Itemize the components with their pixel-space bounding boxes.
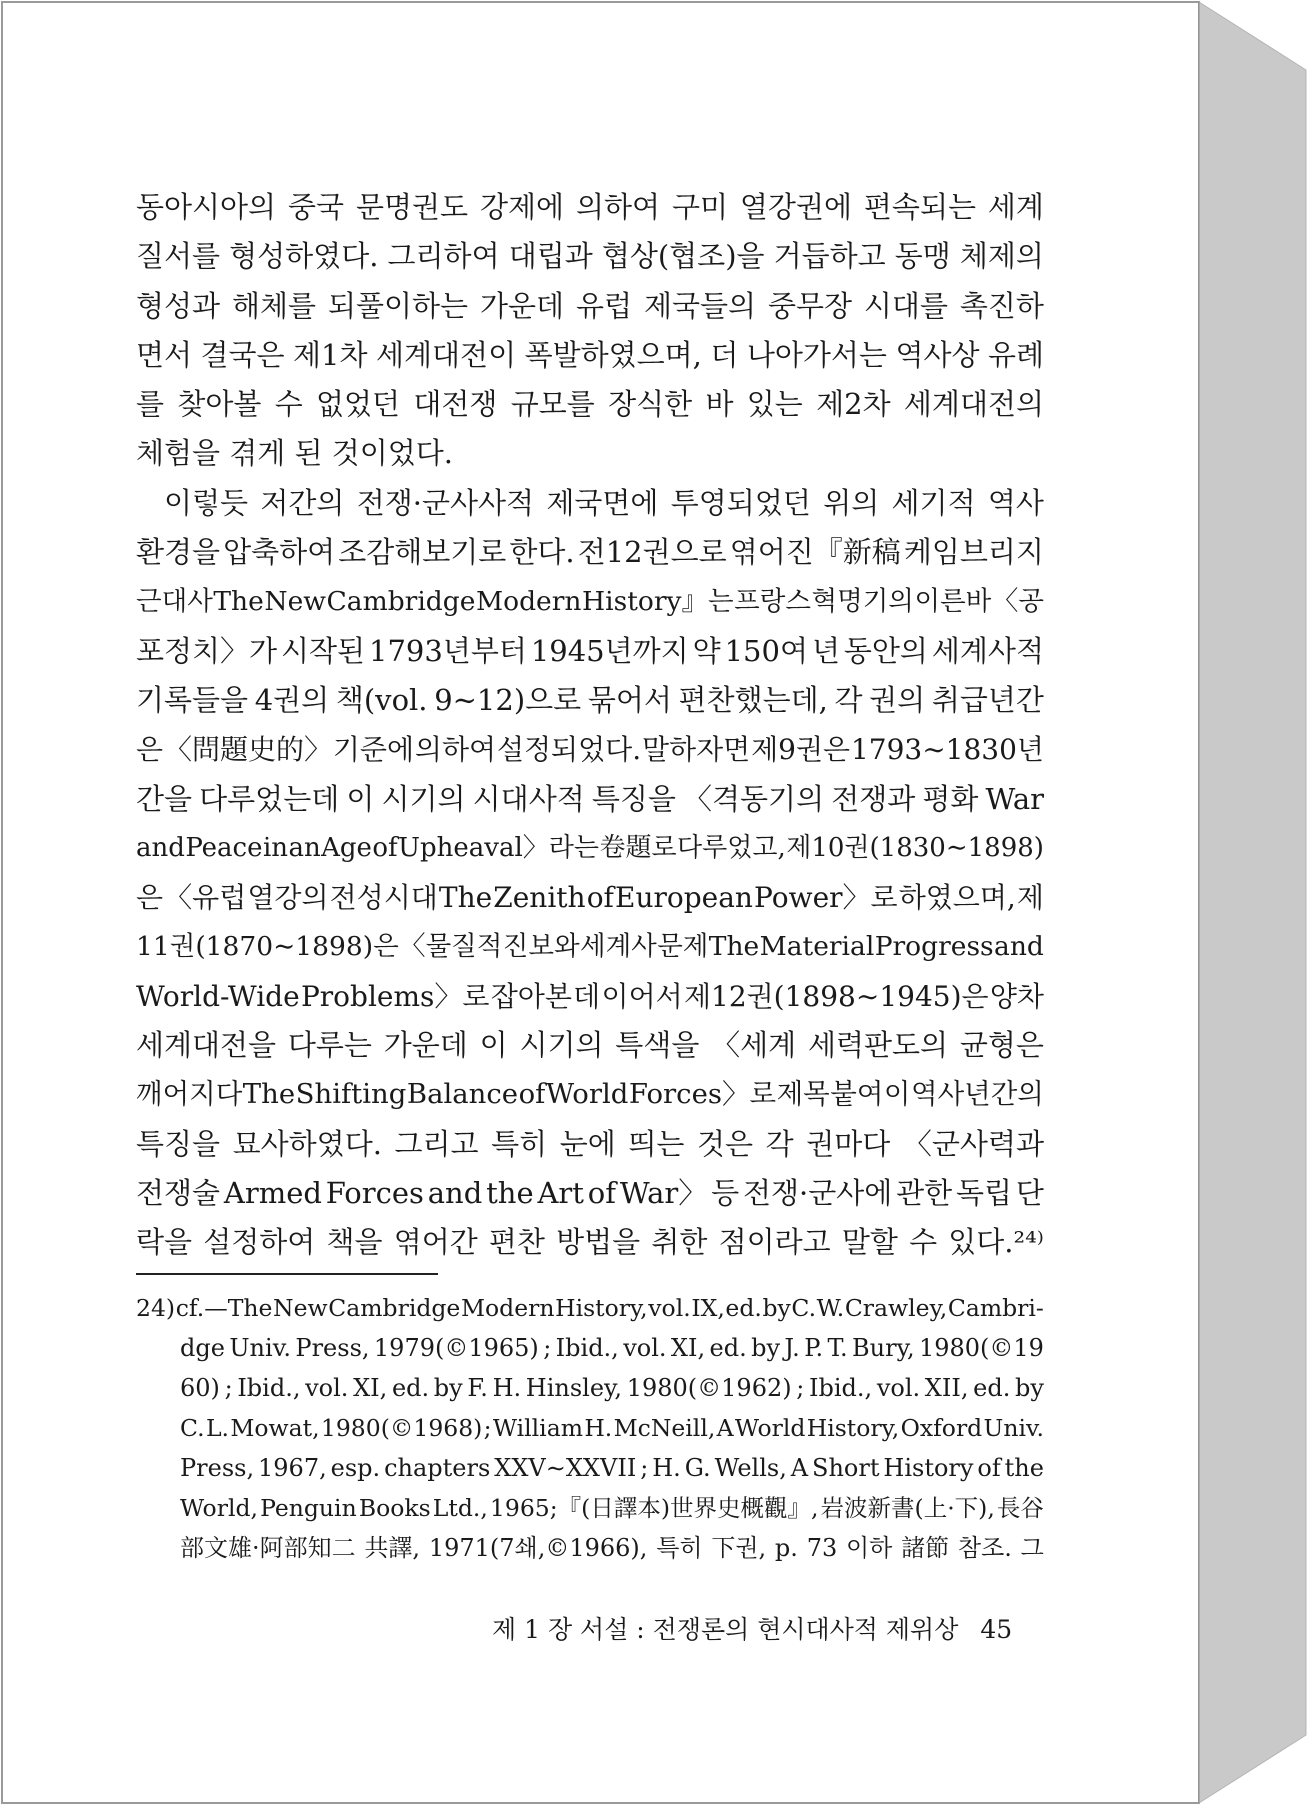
- text-line: 체험을 겪게 된 것이었다.: [136, 436, 454, 471]
- text-line: 기록들을 4권의 책(vol. 9∼12)으로 묶어서 편찬했는데, 각 권의 취급년간: [136, 682, 1044, 717]
- text-line: 근대사 The New Cambridge Modern History』는 프랑스 혁명기의 이른바 〈공: [136, 586, 1044, 618]
- text-line: 은 〈유럽 열강의 전성시대 The Zenith of European Power〉로 하였으며, 제: [136, 881, 1044, 915]
- running-footer: [470, 1610, 1013, 1646]
- text-line: 특징을 묘사하였다. 그리고 특히 눈에 띄는 것은 각 권마다 〈군사력과: [136, 1126, 1044, 1161]
- text-line: 간을 다루었는데 이 시기의 시대사적 특징을 〈격동기의 전쟁과 평화 War: [136, 781, 1044, 816]
- text-line: 전쟁술 Armed Forces and the Art of War〉 등 전쟁·군사에 관한 독립 단: [136, 1175, 1044, 1210]
- main-text: [136, 183, 1044, 1268]
- footnote-line: Press, 1967, esp. chapters XXV∼XXVII ; H. G. Wells, A Short History of the: [180, 1454, 1044, 1482]
- footnote-line: 部文雄·阿部知二 共譯, 1971(7쇄,©1966), 특히 下권, p. 73 이하 諸節 참조. 그: [180, 1534, 1044, 1562]
- text-line: 형성과 해체를 되풀이하는 가운데 유럽 제국들의 중무장 시대를 촉진하: [136, 288, 1044, 323]
- text-line: 면서 결국은 제1차 세계대전이 폭발하였으며, 더 나아가서는 역사상 유례: [136, 337, 1044, 372]
- chapter-title: 제 1 장 서설 : 전쟁론의 현시대사적 제위상: [492, 1615, 959, 1644]
- text-line: World-Wide Problems〉로 잡아본 데 이어서 제12권(1898∼1945)은 양차: [136, 979, 1044, 1013]
- text-line: 를 찾아볼 수 없었던 대전쟁 규모를 장식한 바 있는 제2차 세계대전의: [136, 387, 1044, 422]
- footnote-line: World, Penguin Books Ltd., 1965;『(日譯本)世界史概觀』, 岩波新書(上·下), 長谷: [180, 1494, 1044, 1522]
- text-line: 포정치〉가 시작된 1793년부터 1945년까지 약 150여 년 동안의 세계사적: [136, 633, 1044, 668]
- text-line: 세계대전을 다루는 가운데 이 시기의 특색을 〈세계 세력판도의 균형은: [136, 1028, 1044, 1063]
- footnote-rule: [136, 1273, 438, 1275]
- text-line: and Peace in an Age of Upheaval〉라는 卷題로 다루었고, 제10권(1830∼1898): [136, 832, 1044, 863]
- text-line: 락을 설정하여 책을 엮어간 편찬 방법을 취한 점이라고 말할 수 있다.²⁴⁾: [136, 1225, 1044, 1260]
- text-line: 동아시아의 중국 문명권도 강제에 의하여 구미 열강권에 편속되는 세계: [136, 190, 1044, 224]
- footnote-line: C. L. Mowat, 1980(©1968) ; William H. McNeill, A World History, Oxford Univ.: [180, 1414, 1044, 1442]
- footnote-line: dge Univ. Press, 1979(©1965) ; Ibid., vol. XI, ed. by J. P. T. Bury, 1980(©19: [180, 1334, 1044, 1362]
- footnotes: [136, 1288, 1044, 1568]
- text-line: 은 〈問題史的〉 기준에 의하여 설정되었다. 말하자면 제9권은 1793∼1830년: [136, 733, 1044, 767]
- text-line: 환경을 압축하여 조감해보기로 한다. 전12권으로 엮어진『新稿 케임브리지: [136, 535, 1044, 570]
- footnote-line: 60) ; Ibid., vol. XI, ed. by F. H. Hinsley, 1980(©1962) ; Ibid., vol. XII, ed. by: [180, 1374, 1044, 1402]
- text-line: 이렇듯 저간의 전쟁·군사사적 제국면에 투영되었던 위의 세기적 역사: [164, 485, 1044, 520]
- text-line: 깨어지다 The Shifting Balance of World Forces〉로 제목 붙여 이 역사년간의: [136, 1078, 1044, 1111]
- page-number: 45: [980, 1615, 1013, 1644]
- footnote-line: 24) cf.—The New Cambridge Modern History, vol. IX, ed. by C. W. Crawley, Cambri-: [136, 1294, 1044, 1322]
- text-line: 질서를 형성하였다. 그리하여 대립과 협상(협조)을 거듭하고 동맹 체제의: [136, 239, 1044, 274]
- text-line: 11권(1870∼1898)은 〈물질적 진보와 세계사 문제 The Material Progress and: [136, 931, 1044, 963]
